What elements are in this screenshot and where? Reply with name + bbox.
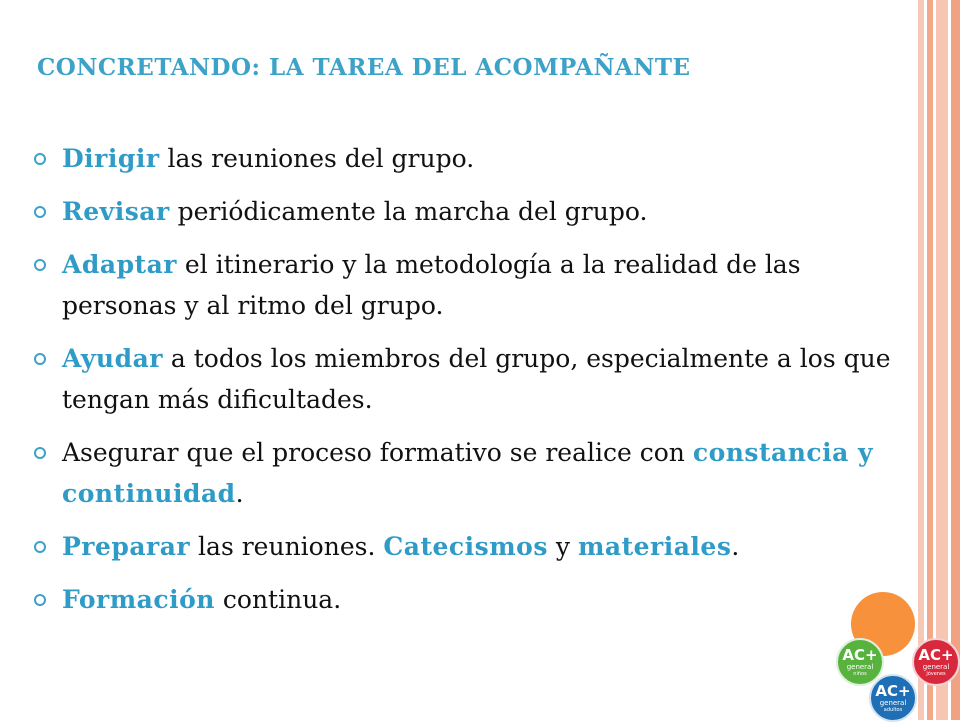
logo-mark: AC+: [918, 646, 954, 664]
bullet-item: [32, 579, 892, 620]
bullet-circle-icon: [34, 206, 46, 218]
body-text: .: [235, 479, 244, 508]
logo-line2: niños: [853, 671, 867, 677]
logo-line1: general: [846, 663, 874, 671]
logo-line2: jóvenes: [926, 671, 946, 677]
bullet-item: [32, 244, 892, 326]
body-text: el itinerario y la metodología a la realidad de las personas y al ritmo del grupo.: [62, 250, 801, 320]
logo-line1: general: [922, 663, 950, 671]
keyword-text: Adaptar: [62, 250, 177, 279]
bullet-circle-icon: [34, 541, 46, 553]
stripe-1: [918, 0, 924, 720]
body-text: .: [731, 532, 740, 561]
keyword-text: Dirigir: [62, 144, 160, 173]
keyword-text: constancia y continuidad: [62, 438, 874, 508]
body-text: Asegurar que el proceso formativo se realice con: [62, 438, 693, 467]
body-text: y: [547, 532, 578, 561]
bullet-item: [32, 338, 892, 420]
bullet-circle-icon: [34, 259, 46, 271]
body-text: continua.: [214, 585, 342, 614]
keyword-text: materiales: [577, 532, 732, 561]
ac-general-red-logo: [912, 638, 960, 686]
keyword-text: Formación: [62, 585, 215, 614]
bullet-circle-icon: [34, 447, 46, 459]
bullet-list: [32, 138, 892, 632]
ac-general-blue-logo: [869, 674, 917, 722]
bullet-item: [32, 138, 892, 179]
bullet-circle-icon: [34, 353, 46, 365]
logo-line1: general: [879, 699, 907, 707]
body-text: periódicamente la marcha del grupo.: [169, 197, 648, 226]
bullet-circle-icon: [34, 153, 46, 165]
logo-line2: adultos: [883, 707, 903, 713]
keyword-text: Catecismos: [383, 532, 548, 561]
bullet-circle-icon: [34, 594, 46, 606]
logo-mark: AC+: [875, 682, 911, 700]
body-text: las reuniones del grupo.: [159, 144, 475, 173]
stripe-4: [951, 0, 960, 720]
stripe-3: [936, 0, 948, 720]
slide-title: CONCRETANDO: LA TAREA DEL ACOMPAÑANTE: [37, 54, 691, 81]
bullet-item: [32, 191, 892, 232]
logo-mark: AC+: [842, 646, 878, 664]
decorative-stripes: [918, 0, 960, 720]
body-text: las reuniones.: [190, 532, 384, 561]
stripe-2: [927, 0, 933, 720]
body-text: a todos los miembros del grupo, especialmente a los que tengan más dificultades.: [62, 344, 891, 414]
keyword-text: Preparar: [62, 532, 191, 561]
keyword-text: Ayudar: [62, 344, 163, 373]
bullet-item: [32, 432, 892, 514]
bullet-item: [32, 526, 892, 567]
keyword-text: Revisar: [62, 197, 170, 226]
